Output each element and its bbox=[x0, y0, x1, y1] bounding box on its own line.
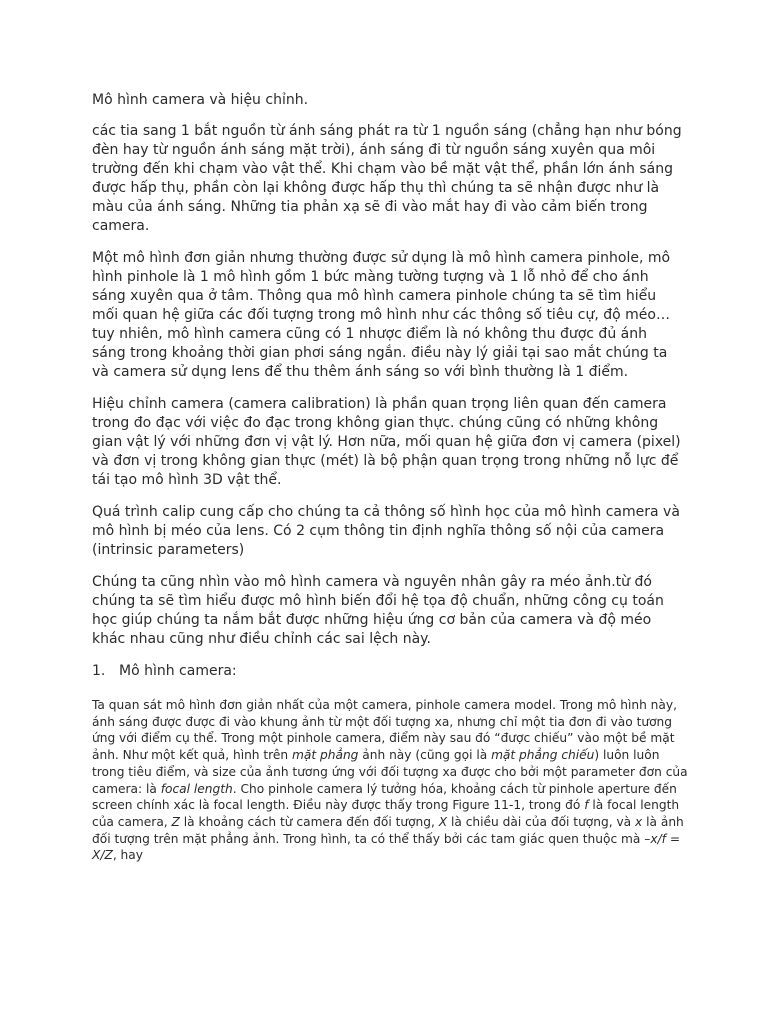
list-item bbox=[92, 662, 682, 681]
text-run: . Cho pinhole camera lý tưởng hóa, khoảng cách từ pinhole aperture đến screen chính xác là focal length. Điều này được thấy trong Figure 11-1, trong đó bbox=[92, 781, 677, 813]
text-run: ) luôn luôn trong tiêu điểm, và size của ảnh tương ứng với đối tượng xa được cho bởi một parameter đơn của camera: là bbox=[92, 748, 688, 796]
italic-symbol: X bbox=[438, 814, 448, 829]
text-run: là chiều dài của đối tượng, và bbox=[447, 814, 636, 829]
paragraph-light-sources: các tia sang 1 bắt nguồn từ ánh sáng phát ra từ 1 nguồn sáng (chẳng hạn như bóng đèn hay từ nguồn ánh sáng mặt trời), ánh sáng đi từ nguồn sáng xuyên qua môi trường đến khi chạm vào vật thể. Khi chạm vào bề mặt vật thể, phần lớn ánh sáng được hấp thụ, phần còn lại không được hấp thụ thì chúng ta sẽ nhận được như là màu của ánh sáng. Những tia phản xạ sẽ đi vào mắt hay đi vào cảm biến trong camera. bbox=[92, 123, 682, 234]
text-run: là khoảng cách từ camera đến đối tượng, bbox=[179, 814, 439, 829]
list-item-number: 1. bbox=[92, 663, 106, 679]
paragraph-camera-calibration: Hiệu chỉnh camera (camera calibration) là phần quan trọng liên quan đến camera trong đo đạc với việc đo đạc trong không gian thực. chúng cũng có những không gian vật lý với những đơn vị vật lý. Hơn nữa, mối quan hệ giữa đơn vị camera (pixel) và đơn vị trong không gian thực (mét) là bộ phận quan trọng trong những nỗ lực để tái tạo mô hình 3D vật thể. bbox=[92, 396, 681, 488]
italic-formula: –x/f = X/Z bbox=[92, 831, 681, 863]
italic-term: mặt phẳng bbox=[292, 748, 359, 763]
italic-symbol: Z bbox=[171, 814, 180, 829]
italic-symbol: f bbox=[584, 798, 589, 813]
document-page bbox=[92, 91, 688, 864]
italic-symbol: x bbox=[635, 814, 643, 829]
text-run: Ta quan sát mô hình đơn giản nhất của một camera, pinhole camera model. Trong mô hình này, ánh sáng được được đi vào khung ảnh từ một đối tượng xa, nhưng chỉ một tia đơn đi vào tương ứng với điểm cụ thể. Trong một pinhole camera, điểm này sau đó “được chiếu” vào một bề mặt ảnh. Như một kết quả, hình trên bbox=[92, 698, 677, 763]
numbered-list bbox=[92, 662, 682, 681]
text-run: ảnh này (cũng gọi là bbox=[358, 748, 492, 763]
text-run: là ảnh đối tượng trên mặt phẳng ảnh. Trong hình, ta có thể thấy bởi các tam giác quen thuộc mà bbox=[92, 814, 684, 846]
text-run: là focal length của camera, bbox=[92, 798, 680, 829]
paragraph-pinhole-description bbox=[92, 697, 688, 864]
paragraph-distortion: Chúng ta cũng nhìn vào mô hình camera và nguyên nhân gây ra méo ảnh.từ đó chúng ta sẽ tìm hiểu được mô hình biến đổi hệ tọa độ chuẩn, những công cụ toán học giúp chúng ta nắm bắt được những hiệu ứng cơ bản của camera và độ méo khác nhau cũng như điều chỉnh các sai lệch này. bbox=[92, 574, 664, 647]
text-run: , hay bbox=[112, 848, 143, 863]
italic-term: focal length bbox=[160, 781, 233, 796]
list-item-label: Mô hình camera: bbox=[119, 663, 237, 679]
paragraph-pinhole-model: Một mô hình đơn giản nhưng thường được sử dụng là mô hình camera pinhole, mô hình pinhole là 1 mô hình gồm 1 bức màng tường tượng và 1 lỗ nhỏ để cho ánh sáng xuyên qua ở tâm. Thông qua mô hình camera pinhole chúng ta sẽ tìm hiểu mối quan hệ giữa các đối tượng trong mô hình như các thông số tiêu cự, độ méo… tuy nhiên, mô hình camera cũng có 1 nhược điểm là nó không thu được đủ ánh sáng trong khoảng thời gian phơi sáng ngắn. điều này lý giải tại sao mắt chúng ta và camera sử dụng lens để thu thêm ánh sáng so với bình thường là 1 điểm. bbox=[92, 250, 671, 380]
italic-term: mặt phẳng chiếu bbox=[491, 748, 595, 763]
paragraph-calibration-process: Quá trình calip cung cấp cho chúng ta cả thông số hình học của mô hình camera và mô hình bị méo của lens. Có 2 cụm thông tin định nghĩa thông số nội của camera (intrinsic parameters) bbox=[92, 504, 680, 558]
document-title: Mô hình camera và hiệu chỉnh. bbox=[92, 92, 309, 108]
